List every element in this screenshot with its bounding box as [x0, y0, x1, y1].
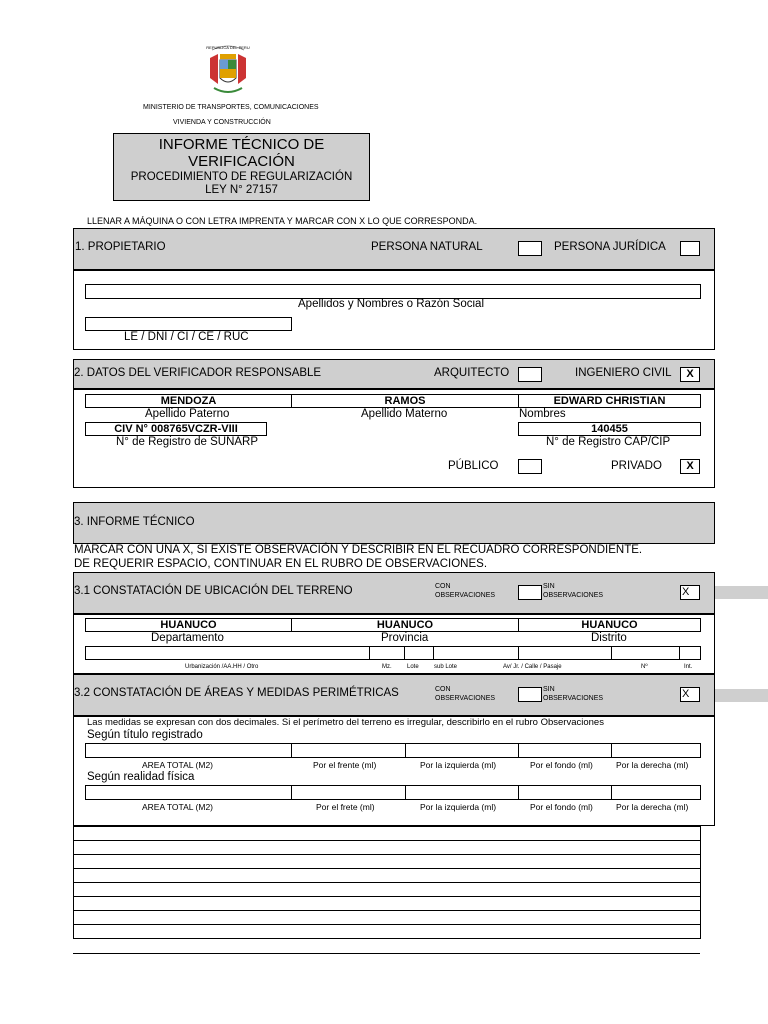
addr-caption-calle: Av/ Jr. / Calle / Pasaje	[503, 664, 562, 670]
provincia-value[interactable]: HUANUCO	[291, 618, 519, 632]
ingeniero-checkbox[interactable]: X	[680, 367, 700, 382]
section3-note-1: MARCAR CON UNA X, SI EXISTE OBSERVACIÓN Y DESCRIBIR EN EL RECUADRO CORRESPONDIENTE.	[74, 544, 643, 556]
title-line-2: VERIFICACIÓN	[188, 153, 295, 170]
distrito-value[interactable]: HUANUCO	[518, 618, 701, 632]
departamento-caption: Departamento	[151, 632, 224, 644]
addr-mz-field[interactable]	[369, 646, 405, 660]
persona-juridica-checkbox[interactable]	[680, 241, 700, 256]
realidad-caption-fondo: Por el fondo (ml)	[530, 802, 593, 812]
title-box	[113, 133, 370, 201]
s31-con-obs-checkbox[interactable]	[518, 585, 542, 600]
titulo-caption-izquierda: Por la izquierda (ml)	[420, 760, 497, 770]
observation-line	[73, 896, 701, 897]
s31-sin-obs-2: OBSERVACIONES	[543, 592, 604, 599]
sunarp-caption: N° de Registro de SUNARP	[116, 436, 259, 448]
persona-natural-checkbox[interactable]	[518, 241, 542, 256]
titulo-area-field[interactable]	[85, 743, 292, 758]
cap-caption: N° de Registro CAP/CIP	[546, 436, 671, 448]
addr-lote-field[interactable]	[404, 646, 434, 660]
observation-line	[73, 854, 701, 855]
titulo-caption-frente: Por el frente (ml)	[313, 760, 377, 770]
addr-caption-int: Int.	[684, 664, 693, 670]
publico-label: PÚBLICO	[448, 460, 499, 472]
nombres-value[interactable]: EDWARD CHRISTIAN	[518, 394, 701, 408]
titulo-fondo-field[interactable]	[518, 743, 612, 758]
arquitecto-label: ARQUITECTO	[434, 367, 510, 379]
cap-value[interactable]: 140455	[518, 422, 701, 436]
section2-title: 2. DATOS DEL VERIFICADOR RESPONSABLE	[74, 367, 322, 379]
addr-urbanizacion-field[interactable]	[85, 646, 370, 660]
realidad-area-field[interactable]	[85, 785, 292, 800]
apellido-materno-caption: Apellido Materno	[361, 408, 448, 420]
title-line-3: PROCEDIMIENTO DE REGULARIZACIÓN	[130, 171, 353, 183]
measures-note: Las medidas se expresan con dos decimales. Si el perímetro del terreno es irregular, describirlo en el rubro Observaciones	[87, 717, 604, 728]
instructions: LLENAR A MÁQUINA O CON LETRA IMPRENTA Y MARCAR CON X LO QUE CORRESPONDA.	[87, 216, 478, 226]
title-line-1: INFORME TÉCNICO DE	[158, 136, 325, 153]
s32-con-obs-checkbox[interactable]	[518, 687, 542, 702]
persona-natural-label: PERSONA NATURAL	[371, 241, 483, 253]
s32-sin-obs-checkbox[interactable]: X	[680, 687, 700, 702]
publico-checkbox[interactable]	[518, 459, 542, 474]
realidad-caption-derecha: Por la derecha (ml)	[616, 802, 689, 812]
apellido-materno-value[interactable]: RAMOS	[291, 394, 519, 408]
titulo-izquierda-field[interactable]	[405, 743, 519, 758]
titulo-registrado-label: Según título registrado	[87, 729, 203, 741]
margin-gray-bar-2	[715, 689, 768, 702]
realidad-fondo-field[interactable]	[518, 785, 612, 800]
observation-line	[73, 924, 701, 925]
titulo-caption-fondo: Por el fondo (ml)	[530, 760, 593, 770]
realidad-caption-izquierda: Por la izquierda (ml)	[420, 802, 497, 812]
ingeniero-label: INGENIERO CIVIL	[575, 367, 672, 379]
realidad-derecha-field[interactable]	[611, 785, 701, 800]
apellido-paterno-caption: Apellido Paterno	[145, 408, 230, 420]
realidad-caption-area: AREA TOTAL (M2)	[142, 802, 214, 812]
privado-checkbox[interactable]: X	[680, 459, 700, 474]
s32-con-obs-2: OBSERVACIONES	[435, 695, 496, 702]
s31-con-obs-1: CON	[435, 583, 451, 590]
owner-name-field[interactable]	[85, 284, 701, 299]
persona-juridica-label: PERSONA JURÍDICA	[554, 241, 666, 253]
s32-sin-obs-2: OBSERVACIONES	[543, 695, 604, 702]
observation-line	[73, 910, 701, 911]
ministry-line-2: VIVIENDA Y CONSTRUCCIÓN	[173, 119, 271, 126]
ministry-line-1: MINISTERIO DE TRANSPORTES, COMUNICACIONES	[143, 104, 319, 111]
privado-label: PRIVADO	[611, 460, 662, 472]
realidad-caption-frente: Por el frete (ml)	[316, 802, 375, 812]
addr-int-field[interactable]	[679, 646, 701, 660]
titulo-caption-area: AREA TOTAL (M2)	[142, 760, 214, 770]
s31-con-obs-2: OBSERVACIONES	[435, 592, 496, 599]
owner-id-field[interactable]	[85, 317, 292, 331]
seal-text: REPUBLICA DEL PERU	[206, 45, 250, 50]
realidad-izquierda-field[interactable]	[405, 785, 519, 800]
owner-name-caption: Apellidos y Nombres o Razón Social	[298, 298, 485, 310]
sunarp-value[interactable]: CIV N° 008765VCZR-VIII	[85, 422, 267, 436]
section32-title: 3.2 CONSTATACIÓN DE ÁREAS Y MEDIDAS PERIMÉTRICAS	[74, 687, 399, 699]
section3-title: 3. INFORME TÉCNICO	[74, 516, 195, 528]
observation-line	[73, 868, 701, 869]
section3-note-2: DE REQUERIR ESPACIO, CONTINUAR EN EL RUBRO DE OBSERVACIONES.	[74, 558, 488, 570]
titulo-caption-derecha: Por la derecha (ml)	[616, 760, 689, 770]
distrito-caption: Distrito	[591, 632, 627, 644]
addr-caption-sublote: sub Lote	[434, 664, 458, 670]
apellido-paterno-value[interactable]: MENDOZA	[85, 394, 292, 408]
observation-line	[73, 840, 701, 841]
s31-sin-obs-checkbox[interactable]: X	[680, 585, 700, 600]
s32-sin-obs-1: SIN	[543, 686, 555, 693]
arquitecto-checkbox[interactable]	[518, 367, 542, 382]
nombres-caption: Nombres	[519, 408, 566, 420]
title-line-4: LEY N° 27157	[205, 184, 278, 196]
addr-caption-lote: Lote	[407, 664, 419, 670]
addr-caption-urb: Urbanización /AA.HH / Otro	[185, 664, 259, 670]
titulo-frente-field[interactable]	[291, 743, 406, 758]
provincia-caption: Provincia	[381, 632, 429, 644]
section31-title: 3.1 CONSTATACIÓN DE UBICACIÓN DEL TERRENO	[74, 585, 353, 597]
owner-id-caption: LE / DNI / CI / CE / RUC	[124, 331, 249, 343]
s31-sin-obs-1: SIN	[543, 583, 555, 590]
addr-sublote-field[interactable]	[433, 646, 519, 660]
addr-num-field[interactable]	[611, 646, 680, 660]
margin-gray-bar-1	[715, 586, 768, 599]
coat-of-arms	[204, 44, 252, 96]
page-bottom-rule	[73, 953, 700, 954]
addr-caption-mz: Mz.	[382, 664, 392, 670]
addr-caption-num: Nº	[641, 664, 648, 670]
realidad-frente-field[interactable]	[291, 785, 406, 800]
section1-title: 1. PROPIETARIO	[75, 241, 166, 253]
observation-line	[73, 882, 701, 883]
s32-con-obs-1: CON	[435, 686, 451, 693]
departamento-value[interactable]: HUANUCO	[85, 618, 292, 632]
realidad-fisica-label: Según realidad física	[87, 771, 195, 783]
addr-calle-field[interactable]	[518, 646, 612, 660]
titulo-derecha-field[interactable]	[611, 743, 701, 758]
